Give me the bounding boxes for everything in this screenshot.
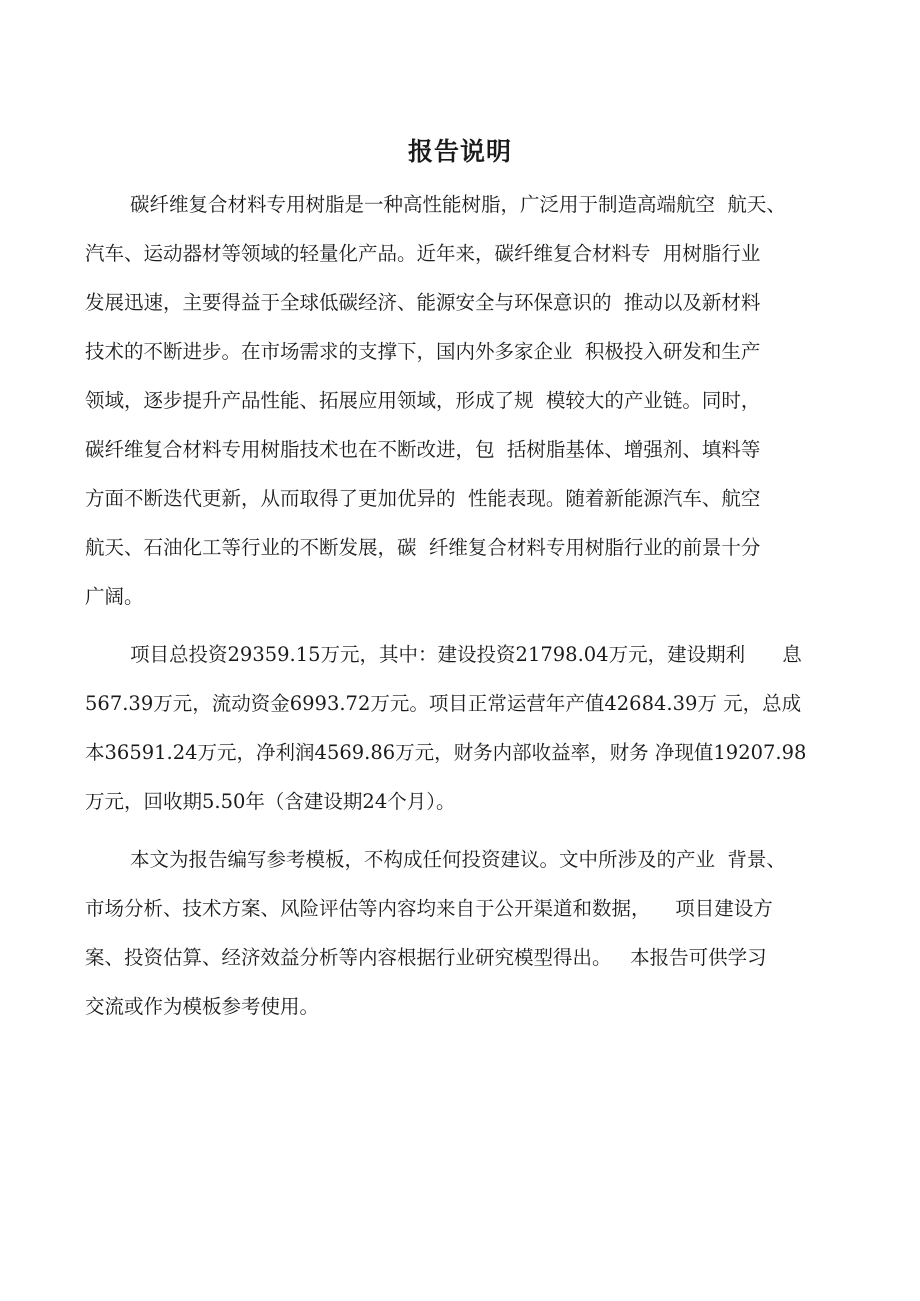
paragraph-line: 广阔。 [85, 585, 144, 608]
paragraph-line: 市场分析、技术方案、风险评估等内容均来自于公开渠道和数据， 项目建设方 [85, 897, 773, 920]
paragraph-line: 发展迅速，主要得益于全球低碳经济、能源安全与环保意识的 推动以及新材料 [85, 291, 761, 314]
paragraph-line: 万元，回收期5.50年（含建设期24个月）。 [85, 790, 456, 813]
paragraph-line: 航天、石油化工等行业的不断发展，碳 纤维复合材料专用树脂行业的前景十分 [85, 536, 761, 559]
paragraph-line: 项目总投资29359.15万元，其中：建设投资21798.04万元，建设期利 息 [130, 643, 802, 666]
report-title: 报告说明 [407, 137, 512, 166]
paragraph-line: 案、投资估算、经济效益分析等内容根据行业研究模型得出。 本报告可供学习 [85, 946, 767, 969]
paragraph-disclaimer [85, 835, 875, 1031]
paragraph-line: 领域，逐步提升产品性能、拓展应用领域，形成了规 模较大的产业链。同时， [85, 389, 761, 412]
paragraph-line: 技术的不断进步。在市场需求的支撑下，国内外多家企业 积极投入研发和生产 [85, 340, 761, 363]
paragraph-line: 交流或作为模板参考使用。 [85, 995, 320, 1018]
paragraph-line: 碳纤维复合材料专用树脂是一种高性能树脂，广泛用于制造高端航空 航天、 [130, 193, 786, 216]
paragraph-overview [85, 180, 875, 621]
report-body [85, 180, 875, 1031]
paragraph-line: 汽车、运动器材等领域的轻量化产品。近年来，碳纤维复合材料专 用树脂行业 [85, 242, 761, 265]
paragraph-spacer [85, 826, 875, 835]
paragraph-line: 碳纤维复合材料专用树脂技术也在不断改进，包 括树脂基体、增强剂、填料等 [85, 438, 761, 461]
paragraph-line: 567.39万元，流动资金6993.72万元。项目正常运营年产值42684.39万 元，总成 [85, 692, 802, 715]
paragraph-investment [85, 630, 875, 826]
paragraph-line: 方面不断迭代更新，从而取得了更加优异的 性能表现。随着新能源汽车、航空 [85, 487, 761, 510]
paragraph-line: 本36591.24万元，净利润4569.86万元，财务内部收益率，财务 净现值19207.98 [85, 741, 807, 764]
paragraph-spacer [85, 621, 875, 630]
paragraph-line: 本文为报告编写参考模板，不构成任何投资建议。文中所涉及的产业 背景、 [130, 848, 786, 871]
